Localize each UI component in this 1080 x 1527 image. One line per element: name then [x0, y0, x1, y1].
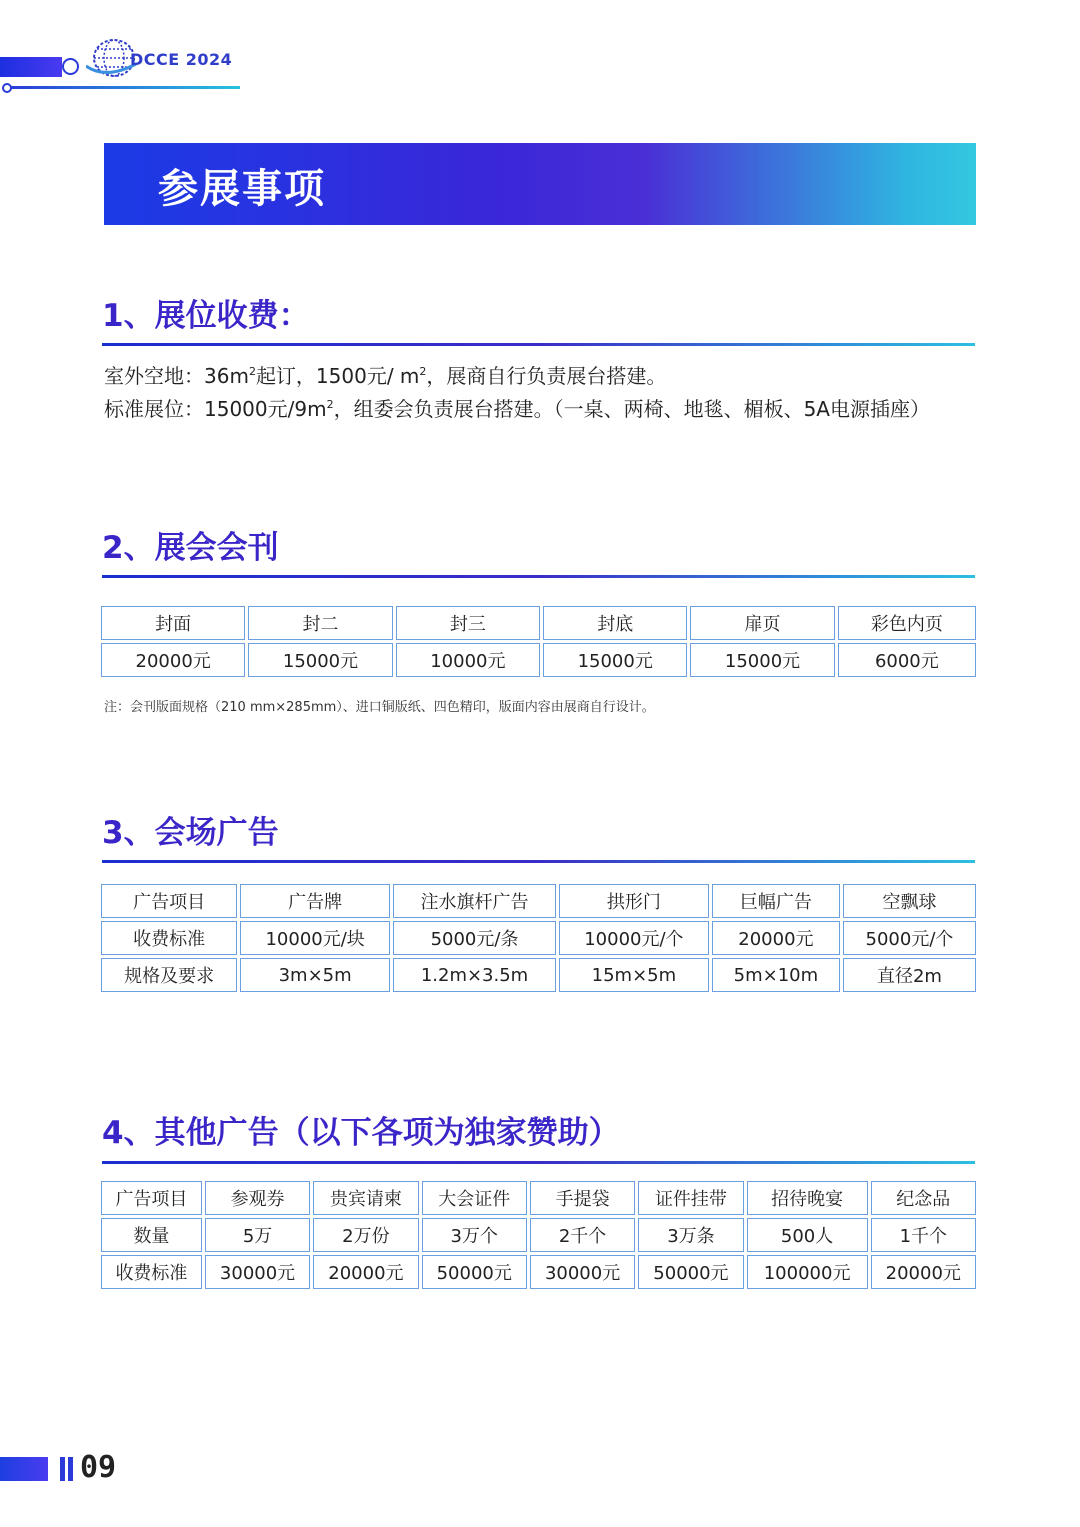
- venue-ad-table: [98, 881, 979, 995]
- catalog-note: 注：会刊版面规格（210 mm×285mm）、进口铜版纸、四色精印，版面内容由展商自行设计。: [104, 700, 655, 715]
- table-cell: 5m×10m: [712, 958, 840, 992]
- table-cell: 10000元/块: [240, 921, 390, 955]
- table-cell: 5000元/个: [843, 921, 976, 955]
- table-cell: 30000元: [205, 1255, 310, 1289]
- footer-separator: [60, 1457, 65, 1481]
- table-row: [101, 1255, 976, 1289]
- outdoor-space-text: 室外空地：$36m^2$起订，1500元/ $m^2$，展商自行负责展台搭建。: [104, 364, 667, 388]
- table-cell: 封底: [543, 606, 687, 640]
- table-cell: 手提袋: [530, 1181, 635, 1215]
- table-cell: 5万: [205, 1218, 310, 1252]
- table-cell: 空飘球: [843, 884, 976, 918]
- table-cell: 注水旗杆广告: [393, 884, 556, 918]
- table-cell: 1千个: [871, 1218, 976, 1252]
- table-cell: 500人: [747, 1218, 868, 1252]
- sponsorship-table: [98, 1178, 979, 1292]
- table-cell: 20000元: [313, 1255, 418, 1289]
- table-cell: 封面: [101, 606, 245, 640]
- section-banner: [104, 143, 976, 225]
- table-cell: 广告牌: [240, 884, 390, 918]
- table-cell: 参观券: [205, 1181, 310, 1215]
- table-cell: 封三: [396, 606, 540, 640]
- table-cell: 彩色内页: [838, 606, 976, 640]
- table-row: [101, 1218, 976, 1252]
- header-line: [8, 86, 240, 89]
- catalog-price-table: [98, 603, 979, 680]
- footer-accent-bar: [0, 1457, 48, 1481]
- section-4-divider: [102, 1161, 975, 1164]
- table-cell: 收费标准: [101, 1255, 202, 1289]
- table-row: [101, 958, 976, 992]
- table-cell: 2万份: [313, 1218, 418, 1252]
- standard-booth-text: 标准展位：15000元$/9m^2$，组委会负责展台搭建。（一桌、两椅、地毯、楣板、5A电源插座）: [104, 397, 930, 421]
- table-cell: 50000元: [422, 1255, 527, 1289]
- page-number: 09: [80, 1450, 117, 1485]
- table-row: [101, 884, 976, 918]
- table-cell: 3m×5m: [240, 958, 390, 992]
- table-cell: 15000元: [248, 643, 392, 677]
- table-cell: 20000元: [101, 643, 245, 677]
- table-cell: 封二: [248, 606, 392, 640]
- table-cell: 扉页: [690, 606, 834, 640]
- table-row: [101, 921, 976, 955]
- table-cell: 直径2m: [843, 958, 976, 992]
- section-1-divider: [102, 343, 975, 346]
- header-accent-bar: [0, 57, 62, 77]
- table-cell: 拱形门: [559, 884, 709, 918]
- table-cell: 50000元: [638, 1255, 743, 1289]
- footer-separator: [68, 1457, 73, 1481]
- table-cell: 收费标准: [101, 921, 237, 955]
- section-2-divider: [102, 575, 975, 578]
- table-cell: 招待晚宴: [747, 1181, 868, 1215]
- section-3-divider: [102, 860, 975, 863]
- table-cell: 规格及要求: [101, 958, 237, 992]
- table-cell: 1.2m×3.5m: [393, 958, 556, 992]
- table-cell: 数量: [101, 1218, 202, 1252]
- table-cell: 纪念品: [871, 1181, 976, 1215]
- table-cell: 10000元: [396, 643, 540, 677]
- section-1-title: 1、展位收费：: [102, 298, 310, 334]
- table-row: [101, 643, 976, 677]
- table-cell: 巨幅广告: [712, 884, 840, 918]
- section-2-title: 2、展会会刊: [102, 530, 279, 566]
- table-cell: 大会证件: [422, 1181, 527, 1215]
- header-ring-icon: [62, 58, 79, 75]
- section-1-body: [104, 360, 976, 426]
- table-row: [101, 606, 976, 640]
- table-cell: 5000元/条: [393, 921, 556, 955]
- table-cell: 3万个: [422, 1218, 527, 1252]
- table-row: [101, 1181, 976, 1215]
- table-cell: 10000元/个: [559, 921, 709, 955]
- logo-text: DCCE 2024: [130, 50, 233, 69]
- section-3-title: 3、会场广告: [102, 815, 279, 851]
- table-cell: 3万条: [638, 1218, 743, 1252]
- table-cell: 2千个: [530, 1218, 635, 1252]
- table-cell: 100000元: [747, 1255, 868, 1289]
- table-cell: 15000元: [543, 643, 687, 677]
- header-dot-icon: [2, 83, 12, 93]
- table-cell: 6000元: [838, 643, 976, 677]
- table-cell: 20000元: [712, 921, 840, 955]
- section-4-title: 4、其他广告（以下各项为独家赞助）: [102, 1115, 620, 1151]
- table-cell: 贵宾请柬: [313, 1181, 418, 1215]
- table-cell: 15000元: [690, 643, 834, 677]
- table-cell: 证件挂带: [638, 1181, 743, 1215]
- table-cell: 广告项目: [101, 884, 237, 918]
- banner-title: 参展事项: [158, 166, 326, 212]
- table-cell: 15m×5m: [559, 958, 709, 992]
- table-cell: 20000元: [871, 1255, 976, 1289]
- table-cell: 30000元: [530, 1255, 635, 1289]
- table-cell: 广告项目: [101, 1181, 202, 1215]
